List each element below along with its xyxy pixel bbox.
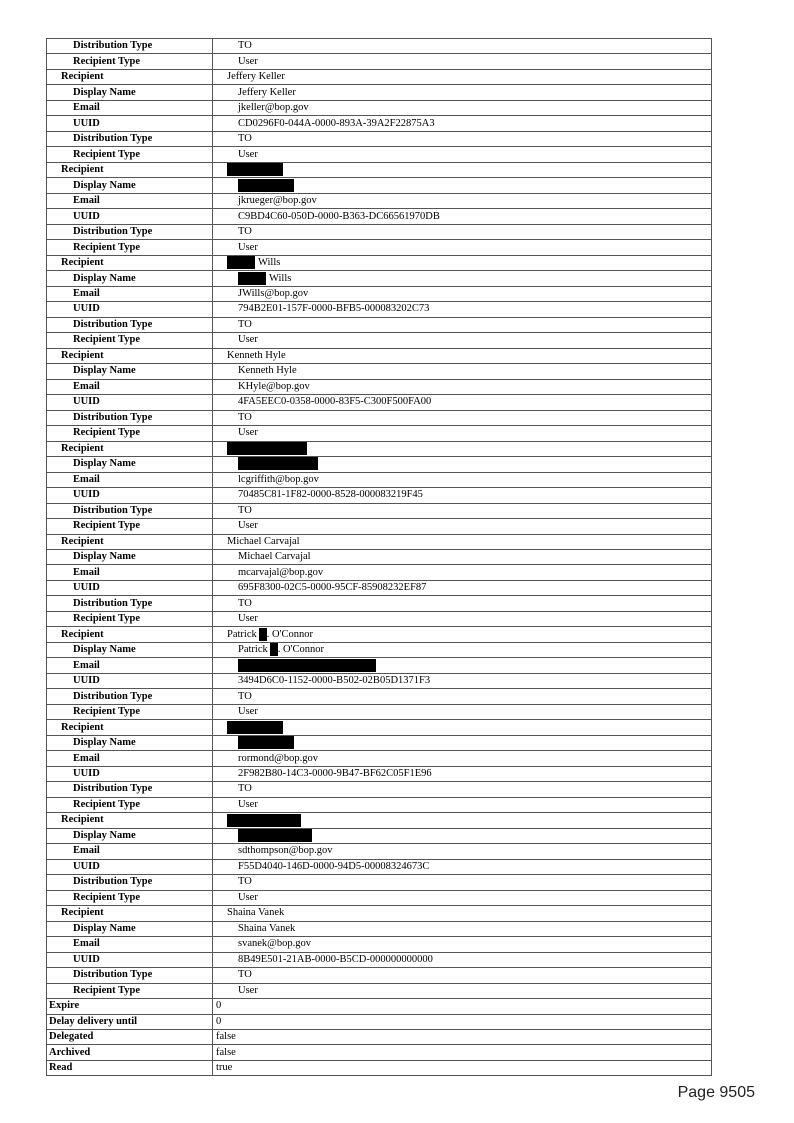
field-value-cell	[213, 1060, 712, 1075]
field-value: sdthompson@bop.gov	[238, 845, 333, 857]
table-row	[47, 410, 712, 425]
field-label: Display Name	[47, 271, 213, 286]
redaction-block	[238, 829, 312, 842]
field-value-cell	[213, 131, 712, 146]
field-value-cell	[213, 642, 712, 657]
field-label: Recipient Type	[47, 519, 213, 534]
table-row	[47, 348, 712, 363]
field-value-cell	[213, 224, 712, 239]
table-row	[47, 906, 712, 921]
field-value: Shaina Vanek	[238, 922, 296, 934]
field-value-cell	[213, 720, 712, 735]
table-row	[47, 983, 712, 998]
field-value: Patrick	[227, 628, 257, 640]
table-row	[47, 1030, 712, 1045]
table-row	[47, 441, 712, 456]
field-value: User	[238, 241, 258, 253]
field-value-cell	[213, 178, 712, 193]
field-value-cell	[213, 673, 712, 688]
field-label: Delegated	[47, 1030, 213, 1045]
field-value-cell	[213, 302, 712, 317]
field-value-cell	[213, 580, 712, 595]
field-value-cell	[213, 54, 712, 69]
field-value-cell	[213, 565, 712, 580]
field-value-cell	[213, 348, 712, 363]
field-value: TO	[238, 969, 252, 981]
table-row	[47, 673, 712, 688]
field-value-cell	[213, 937, 712, 952]
field-label: Recipient Type	[47, 54, 213, 69]
field-label: Distribution Type	[47, 503, 213, 518]
field-label: Distribution Type	[47, 875, 213, 890]
field-value-cell	[213, 704, 712, 719]
field-value-cell	[213, 782, 712, 797]
table-row	[47, 240, 712, 255]
field-value: TO	[238, 876, 252, 888]
table-row	[47, 921, 712, 936]
table-row	[47, 549, 712, 564]
field-value: TO	[238, 597, 252, 609]
field-value-cell	[213, 100, 712, 115]
field-value-cell	[213, 488, 712, 503]
table-row	[47, 193, 712, 208]
table-row	[47, 735, 712, 750]
table-row	[47, 1060, 712, 1075]
field-label: Distribution Type	[47, 410, 213, 425]
field-label: Recipient Type	[47, 426, 213, 441]
field-label: Email	[47, 472, 213, 487]
field-value: true	[216, 1062, 233, 1074]
table-row	[47, 147, 712, 162]
field-label: Display Name	[47, 457, 213, 472]
field-value: User	[238, 706, 258, 718]
field-value: Kenneth Hyle	[227, 349, 286, 361]
field-value: User	[238, 520, 258, 532]
field-value: mcarvajal@bop.gov	[238, 566, 324, 578]
table-row	[47, 875, 712, 890]
field-value-cell	[213, 193, 712, 208]
field-label: Recipient	[47, 906, 213, 921]
field-value-cell	[213, 441, 712, 456]
field-value: KHyle@bop.gov	[238, 380, 310, 392]
field-label: Email	[47, 100, 213, 115]
redaction-block	[227, 163, 283, 176]
field-value-cell	[213, 69, 712, 84]
table-row	[47, 333, 712, 348]
field-value-cell	[213, 658, 712, 673]
field-label: Delay delivery until	[47, 1014, 213, 1029]
field-label: Distribution Type	[47, 131, 213, 146]
field-value: JWills@bop.gov	[238, 287, 309, 299]
table-row	[47, 890, 712, 905]
table-row	[47, 271, 712, 286]
table-row	[47, 766, 712, 781]
field-value: User	[238, 55, 258, 67]
field-label: UUID	[47, 766, 213, 781]
table-row	[47, 178, 712, 193]
table-row	[47, 751, 712, 766]
table-row	[47, 534, 712, 549]
table-row	[47, 859, 712, 874]
field-value: TO	[238, 504, 252, 516]
field-value-cell	[213, 766, 712, 781]
field-value: User	[238, 798, 258, 810]
field-value-cell	[213, 549, 712, 564]
field-value-cell	[213, 952, 712, 967]
field-label: Email	[47, 658, 213, 673]
field-label: Distribution Type	[47, 39, 213, 54]
table-row	[47, 627, 712, 642]
field-value-cell	[213, 286, 712, 301]
field-value-cell	[213, 906, 712, 921]
field-value: CD0296F0-044A-0000-893A-39A2F22875A3	[238, 117, 435, 129]
field-value-cell	[213, 735, 712, 750]
field-label: Distribution Type	[47, 782, 213, 797]
field-value: Michael Carvajal	[227, 535, 300, 547]
field-label: Display Name	[47, 364, 213, 379]
field-label: UUID	[47, 952, 213, 967]
field-label: Distribution Type	[47, 596, 213, 611]
field-value: TO	[238, 690, 252, 702]
field-label: UUID	[47, 488, 213, 503]
table-row	[47, 611, 712, 626]
field-value-cell	[213, 968, 712, 983]
table-row	[47, 1014, 712, 1029]
field-label: Display Name	[47, 178, 213, 193]
table-row	[47, 937, 712, 952]
table-row	[47, 162, 712, 177]
field-value: Jeffery Keller	[227, 71, 285, 83]
field-label: Expire	[47, 999, 213, 1014]
field-value-cell	[213, 983, 712, 998]
field-value: Jeffery Keller	[238, 86, 296, 98]
redaction-block	[227, 814, 301, 827]
field-label: Recipient	[47, 348, 213, 363]
field-label: Distribution Type	[47, 317, 213, 332]
field-label: Recipient	[47, 720, 213, 735]
field-label: Recipient Type	[47, 147, 213, 162]
field-value: 70485C81-1F82-0000-8528-000083219F45	[238, 489, 423, 501]
field-value-cell	[213, 1030, 712, 1045]
field-value: Shaina Vanek	[227, 907, 285, 919]
field-label: UUID	[47, 116, 213, 131]
field-value-cell	[213, 147, 712, 162]
table-body	[47, 39, 712, 1076]
table-row	[47, 704, 712, 719]
field-label: Display Name	[47, 828, 213, 843]
field-value: Kenneth Hyle	[238, 365, 297, 377]
field-label: Email	[47, 193, 213, 208]
field-value-cell	[213, 689, 712, 704]
table-row	[47, 642, 712, 657]
field-label: Email	[47, 844, 213, 859]
field-label: Distribution Type	[47, 968, 213, 983]
field-value-cell	[213, 271, 712, 286]
field-value-cell	[213, 503, 712, 518]
field-value-cell	[213, 859, 712, 874]
field-label: Recipient	[47, 255, 213, 270]
field-value: User	[238, 148, 258, 160]
table-row	[47, 952, 712, 967]
field-value-cell	[213, 333, 712, 348]
table-row	[47, 131, 712, 146]
field-value-cell	[213, 596, 712, 611]
redaction-block	[238, 179, 294, 192]
field-value: 794B2E01-157F-0000-BFB5-000083202C73	[238, 303, 430, 315]
field-value-cell	[213, 813, 712, 828]
field-value-cell	[213, 519, 712, 534]
field-value-cell	[213, 395, 712, 410]
field-value: 4FA5EEC0-0358-0000-83F5-C300F500FA00	[238, 396, 432, 408]
redaction-block	[227, 442, 307, 455]
redaction-block	[238, 272, 266, 285]
table-row	[47, 689, 712, 704]
table-row	[47, 797, 712, 812]
redaction-block	[259, 628, 267, 641]
field-value: Wills	[258, 257, 281, 269]
field-value-cell	[213, 999, 712, 1014]
field-label: Distribution Type	[47, 224, 213, 239]
field-label: Display Name	[47, 549, 213, 564]
field-value-cell	[213, 255, 712, 270]
field-value: . O'Connor	[266, 628, 313, 640]
field-value: TO	[238, 318, 252, 330]
redaction-block	[238, 659, 376, 672]
message-properties-table	[46, 38, 712, 1076]
table-row	[47, 488, 712, 503]
field-value: User	[238, 427, 258, 439]
field-label: Distribution Type	[47, 689, 213, 704]
field-label: Recipient	[47, 441, 213, 456]
table-row	[47, 302, 712, 317]
field-value-cell	[213, 875, 712, 890]
field-value: false	[216, 1031, 236, 1043]
field-value-cell	[213, 240, 712, 255]
table-row	[47, 828, 712, 843]
field-value-cell	[213, 1045, 712, 1060]
field-label: Recipient	[47, 162, 213, 177]
table-row	[47, 100, 712, 115]
field-value-cell	[213, 426, 712, 441]
field-value: Michael Carvajal	[238, 551, 311, 563]
field-label: Email	[47, 751, 213, 766]
field-label: UUID	[47, 859, 213, 874]
redaction-block	[270, 643, 278, 656]
field-label: Display Name	[47, 85, 213, 100]
table-row	[47, 255, 712, 270]
field-label: UUID	[47, 302, 213, 317]
redaction-block	[238, 736, 294, 749]
field-value: jkeller@bop.gov	[238, 102, 309, 114]
field-label: Recipient Type	[47, 890, 213, 905]
field-value-cell	[213, 611, 712, 626]
field-value: TO	[238, 133, 252, 145]
table-row	[47, 813, 712, 828]
field-value: C9BD4C60-050D-0000-B363-DC66561970DB	[238, 210, 440, 222]
field-label: Recipient	[47, 69, 213, 84]
field-value-cell	[213, 797, 712, 812]
field-value-cell	[213, 85, 712, 100]
table-row	[47, 85, 712, 100]
field-label: UUID	[47, 580, 213, 595]
table-row	[47, 968, 712, 983]
field-value: 0	[216, 1000, 222, 1012]
field-value-cell	[213, 921, 712, 936]
field-value-cell	[213, 162, 712, 177]
table-row	[47, 999, 712, 1014]
redaction-block	[238, 457, 318, 470]
field-label: Recipient Type	[47, 333, 213, 348]
redaction-block	[227, 721, 283, 734]
field-value: 695F8300-02C5-0000-95CF-85908232EF87	[238, 582, 427, 594]
table-row	[47, 1045, 712, 1060]
field-value-cell	[213, 364, 712, 379]
field-label: Email	[47, 286, 213, 301]
field-value-cell	[213, 116, 712, 131]
field-label: UUID	[47, 395, 213, 410]
field-label: Recipient Type	[47, 983, 213, 998]
table-row	[47, 116, 712, 131]
field-value-cell	[213, 751, 712, 766]
field-value: User	[238, 613, 258, 625]
field-label: Archived	[47, 1045, 213, 1060]
field-value: 8B49E501-21AB-0000-B5CD-000000000000	[238, 953, 433, 965]
table-row	[47, 317, 712, 332]
table-row	[47, 596, 712, 611]
field-value: false	[216, 1046, 236, 1058]
table-row	[47, 54, 712, 69]
field-value-cell	[213, 457, 712, 472]
redaction-block	[227, 256, 255, 269]
field-value-cell	[213, 890, 712, 905]
table-row	[47, 580, 712, 595]
field-value-cell	[213, 828, 712, 843]
field-label: Recipient	[47, 534, 213, 549]
page-number: Page 9505	[677, 1084, 755, 1101]
table-row	[47, 844, 712, 859]
field-value: Patrick	[238, 644, 268, 656]
table-row	[47, 426, 712, 441]
field-value-cell	[213, 627, 712, 642]
field-label: Display Name	[47, 921, 213, 936]
table-row	[47, 379, 712, 394]
table-row	[47, 519, 712, 534]
field-value: lcgriffith@bop.gov	[238, 473, 319, 485]
table-row	[47, 565, 712, 580]
table-row	[47, 395, 712, 410]
field-value: User	[238, 984, 258, 996]
field-label: Recipient Type	[47, 240, 213, 255]
field-label: Email	[47, 565, 213, 580]
table-row	[47, 69, 712, 84]
field-value: User	[238, 334, 258, 346]
field-value: rormond@bop.gov	[238, 752, 318, 764]
field-value-cell	[213, 1014, 712, 1029]
field-label: Recipient Type	[47, 797, 213, 812]
table-row	[47, 658, 712, 673]
table-row	[47, 364, 712, 379]
field-value-cell	[213, 844, 712, 859]
field-label: Display Name	[47, 642, 213, 657]
field-label: Recipient Type	[47, 704, 213, 719]
field-value: 2F982B80-14C3-0000-9B47-BF62C05F1E96	[238, 768, 432, 779]
field-label: Read	[47, 1060, 213, 1075]
field-value: svanek@bop.gov	[238, 938, 311, 950]
table-row	[47, 209, 712, 224]
field-value-cell	[213, 317, 712, 332]
field-value: 3494D6C0-1152-0000-B502-02B05D1371F3	[238, 675, 431, 687]
table-row	[47, 782, 712, 797]
field-value-cell	[213, 39, 712, 54]
table-row	[47, 503, 712, 518]
field-label: Recipient	[47, 627, 213, 642]
field-value: Wills	[269, 272, 292, 284]
table-row	[47, 224, 712, 239]
table-row	[47, 39, 712, 54]
field-value: TO	[238, 783, 252, 795]
field-value-cell	[213, 209, 712, 224]
table-row	[47, 720, 712, 735]
field-value: F55D4040-146D-0000-94D5-00008324673C	[238, 860, 430, 872]
field-label: Email	[47, 379, 213, 394]
field-label: UUID	[47, 673, 213, 688]
field-value-cell	[213, 534, 712, 549]
field-value-cell	[213, 379, 712, 394]
field-value: TO	[238, 226, 252, 238]
field-label: Display Name	[47, 735, 213, 750]
field-value: 0	[216, 1015, 222, 1027]
field-value-cell	[213, 472, 712, 487]
field-label: Recipient	[47, 813, 213, 828]
field-value-cell	[213, 410, 712, 425]
field-value: TO	[238, 411, 252, 423]
field-value: . O'Connor	[277, 644, 324, 656]
field-label: Recipient Type	[47, 611, 213, 626]
field-label: UUID	[47, 209, 213, 224]
field-value: User	[238, 891, 258, 903]
field-value: jkrueger@bop.gov	[238, 195, 317, 207]
table-row	[47, 472, 712, 487]
field-label: Email	[47, 937, 213, 952]
field-value: TO	[238, 40, 252, 52]
table-row	[47, 457, 712, 472]
table-row	[47, 286, 712, 301]
